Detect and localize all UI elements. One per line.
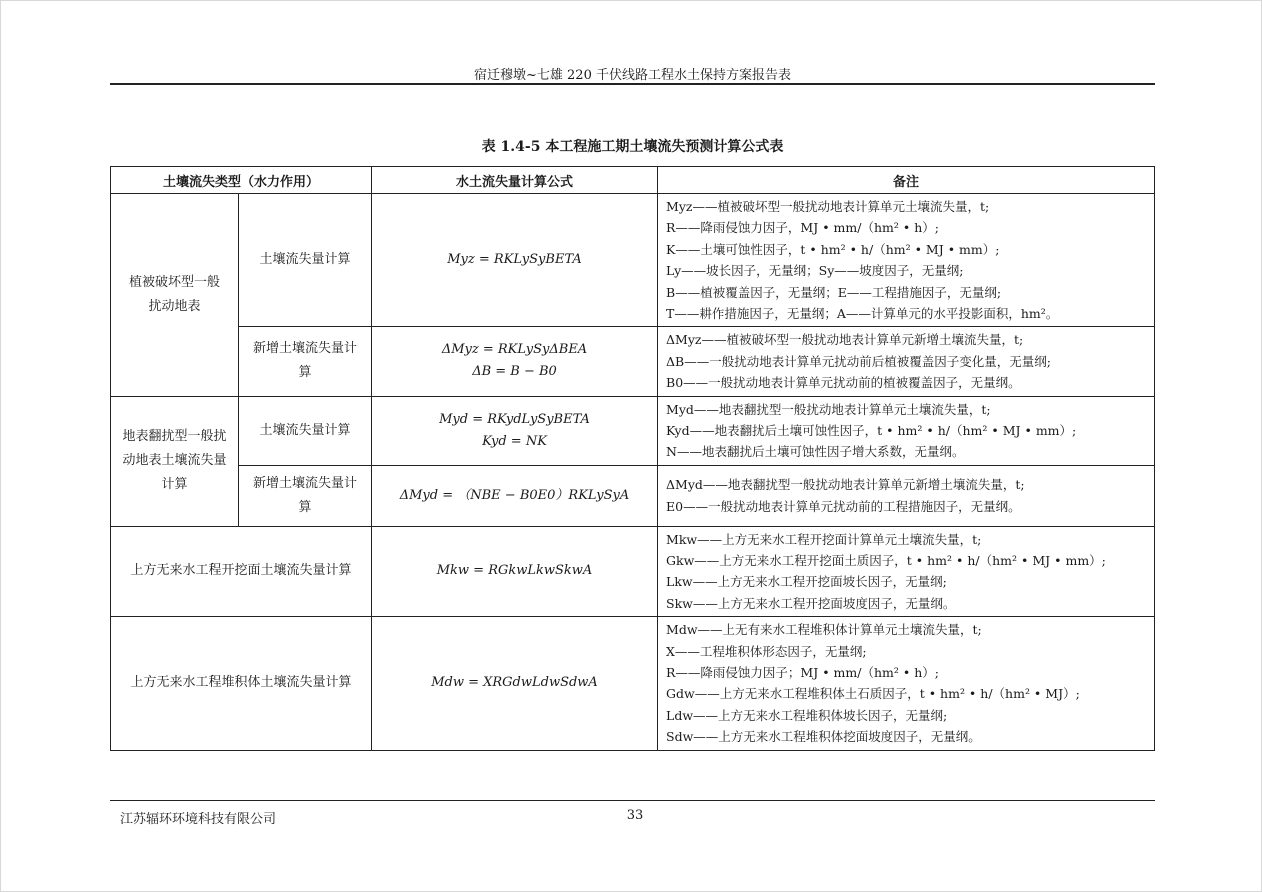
note-line: R——降雨侵蚀力因子，MJ • mm/（hm² • h）; bbox=[666, 220, 939, 236]
notes-cell bbox=[658, 396, 1155, 465]
header-rule bbox=[110, 83, 1155, 85]
type-label-text: 上方无来水工程开挖面土壤流失量计算 bbox=[130, 563, 352, 579]
table-title: 表 1.4-5 本工程施工期土壤流失预测计算公式表 bbox=[481, 139, 784, 155]
sub-type-label-text: 新增土壤流失量计算 bbox=[252, 341, 357, 381]
formula-line: ΔB = B − B0 bbox=[472, 364, 557, 380]
formula-line: ΔMyz = RKLySyΔBEA bbox=[441, 342, 588, 358]
note-line: B——植被覆盖因子，无量纲；E——工程措施因子，无量纲; bbox=[666, 284, 1002, 300]
type-label-text: 上方无来水工程堆积体土壤流失量计算 bbox=[130, 675, 352, 691]
formula-cell bbox=[372, 465, 658, 526]
table-header-row bbox=[111, 167, 1155, 194]
column-header-formula: 水土流失量计算公式 bbox=[372, 167, 658, 194]
formula-line: ΔMyd = （NBE − B0E0）RKLySyA bbox=[399, 487, 630, 503]
formula-cell bbox=[372, 526, 658, 617]
note-line: K——土壤可蚀性因子，t • hm² • h/（hm² • MJ • mm）; bbox=[666, 241, 1000, 257]
sub-type-label bbox=[239, 465, 372, 526]
note-line: Ldw——上方无来水工程堆积体坡长因子，无量纲; bbox=[666, 707, 948, 723]
note-line: Kyd——地表翻扰后土壤可蚀性因子，t • hm² • h/（hm² • MJ • mm）; bbox=[666, 422, 1077, 438]
formula-cell bbox=[372, 194, 658, 327]
type-label bbox=[111, 617, 372, 750]
column-header-type: 土壤流失类型（水力作用） bbox=[111, 167, 372, 194]
footer-company: 江苏辐环环境科技有限公司 bbox=[120, 812, 277, 827]
group-label-text: 植被破坏型一般扰动地表 bbox=[128, 274, 220, 314]
table-row bbox=[111, 617, 1155, 750]
note-line: Skw——上方无来水工程开挖面坡度因子，无量纲。 bbox=[666, 595, 956, 611]
note-line: ΔMyd——地表翻扰型一般扰动地表计算单元新增土壤流失量，t; bbox=[666, 477, 1025, 493]
note-line: Myd——地表翻扰型一般扰动地表计算单元土壤流失量，t; bbox=[666, 401, 991, 417]
note-line: R——降雨侵蚀力因子；MJ • mm/（hm² • h）; bbox=[666, 665, 939, 681]
note-line: T——耕作措施因子，无量纲；A——计算单元的水平投影面积，hm²。 bbox=[666, 305, 1059, 321]
sub-type-label bbox=[239, 327, 372, 396]
sub-type-label-text: 新增土壤流失量计算 bbox=[252, 475, 357, 515]
sub-type-label: 土壤流失量计算 bbox=[239, 396, 372, 465]
notes-cell bbox=[658, 194, 1155, 327]
note-line: Myz——植被破坏型一般扰动地表计算单元土壤流失量，t; bbox=[666, 199, 990, 214]
formula-line: Mdw = XRGdwLdwSdwA bbox=[431, 675, 598, 691]
note-line: Sdw——上方无来水工程堆积体挖面坡度因子，无量纲。 bbox=[666, 729, 981, 745]
column-header-notes: 备注 bbox=[658, 167, 1155, 194]
notes-cell bbox=[658, 327, 1155, 396]
table-row bbox=[111, 526, 1155, 617]
notes-cell bbox=[658, 465, 1155, 526]
note-line: Gdw——上方无来水工程堆积体土石质因子，t • hm² • h/（hm² • MJ）; bbox=[666, 686, 1080, 702]
note-line: Gkw——上方无来水工程开挖面土质因子，t • hm² • h/（hm² • MJ • mm）; bbox=[666, 553, 1106, 569]
formula-line: Myd = RKydLySyBETA bbox=[439, 411, 590, 427]
group-label bbox=[111, 396, 239, 526]
table-row bbox=[111, 327, 1155, 396]
formula-cell bbox=[372, 617, 658, 750]
header-title: 宿迁穆墩~七雄 220 千伏线路工程水土保持方案报告表 bbox=[474, 68, 791, 83]
group-label-text: 地表翻扰型一般扰动地表土壤流失量计算 bbox=[122, 429, 227, 493]
page-number: 33 bbox=[626, 808, 644, 823]
formula-line: Myz = RKLySyBETA bbox=[447, 252, 582, 268]
note-line: B0——一般扰动地表计算单元扰动前的植被覆盖因子，无量纲。 bbox=[666, 375, 1021, 391]
footer-rule bbox=[110, 800, 1155, 801]
note-line: E0——一般扰动地表计算单元扰动前的工程措施因子，无量纲。 bbox=[666, 498, 1021, 514]
formula-table bbox=[110, 166, 1155, 751]
sub-type-label: 土壤流失量计算 bbox=[239, 194, 372, 327]
table-row bbox=[111, 465, 1155, 526]
note-line: Mdw——上无有来水工程堆积体计算单元土壤流失量，t; bbox=[666, 622, 982, 638]
note-line: Mkw——上方无来水工程开挖面计算单元土壤流失量，t; bbox=[666, 531, 982, 547]
table-row bbox=[111, 194, 1155, 327]
note-line: Ly——坡长因子，无量纲；Sy——坡度因子，无量纲; bbox=[666, 263, 964, 279]
notes-cell bbox=[658, 617, 1155, 750]
formula-cell bbox=[372, 396, 658, 465]
note-line: Lkw——上方无来水工程开挖面坡长因子，无量纲; bbox=[666, 574, 947, 590]
formula-line: Kyd = NK bbox=[482, 433, 547, 449]
formula-cell bbox=[372, 327, 658, 396]
note-line: X——工程堆积体形态因子，无量纲; bbox=[666, 643, 867, 659]
note-line: ΔB——一般扰动地表计算单元扰动前后植被覆盖因子变化量，无量纲; bbox=[666, 353, 1051, 369]
note-line: ΔMyz——植被破坏型一般扰动地表计算单元新增土壤流失量，t; bbox=[666, 332, 1024, 348]
notes-cell bbox=[658, 526, 1155, 617]
group-label bbox=[111, 194, 239, 397]
type-label bbox=[111, 526, 372, 617]
table-row bbox=[111, 396, 1155, 465]
formula-line: Mkw = RGkwLkwSkwA bbox=[436, 563, 593, 579]
note-line: N——地表翻扰后土壤可蚀性因子增大系数，无量纲。 bbox=[666, 444, 965, 460]
